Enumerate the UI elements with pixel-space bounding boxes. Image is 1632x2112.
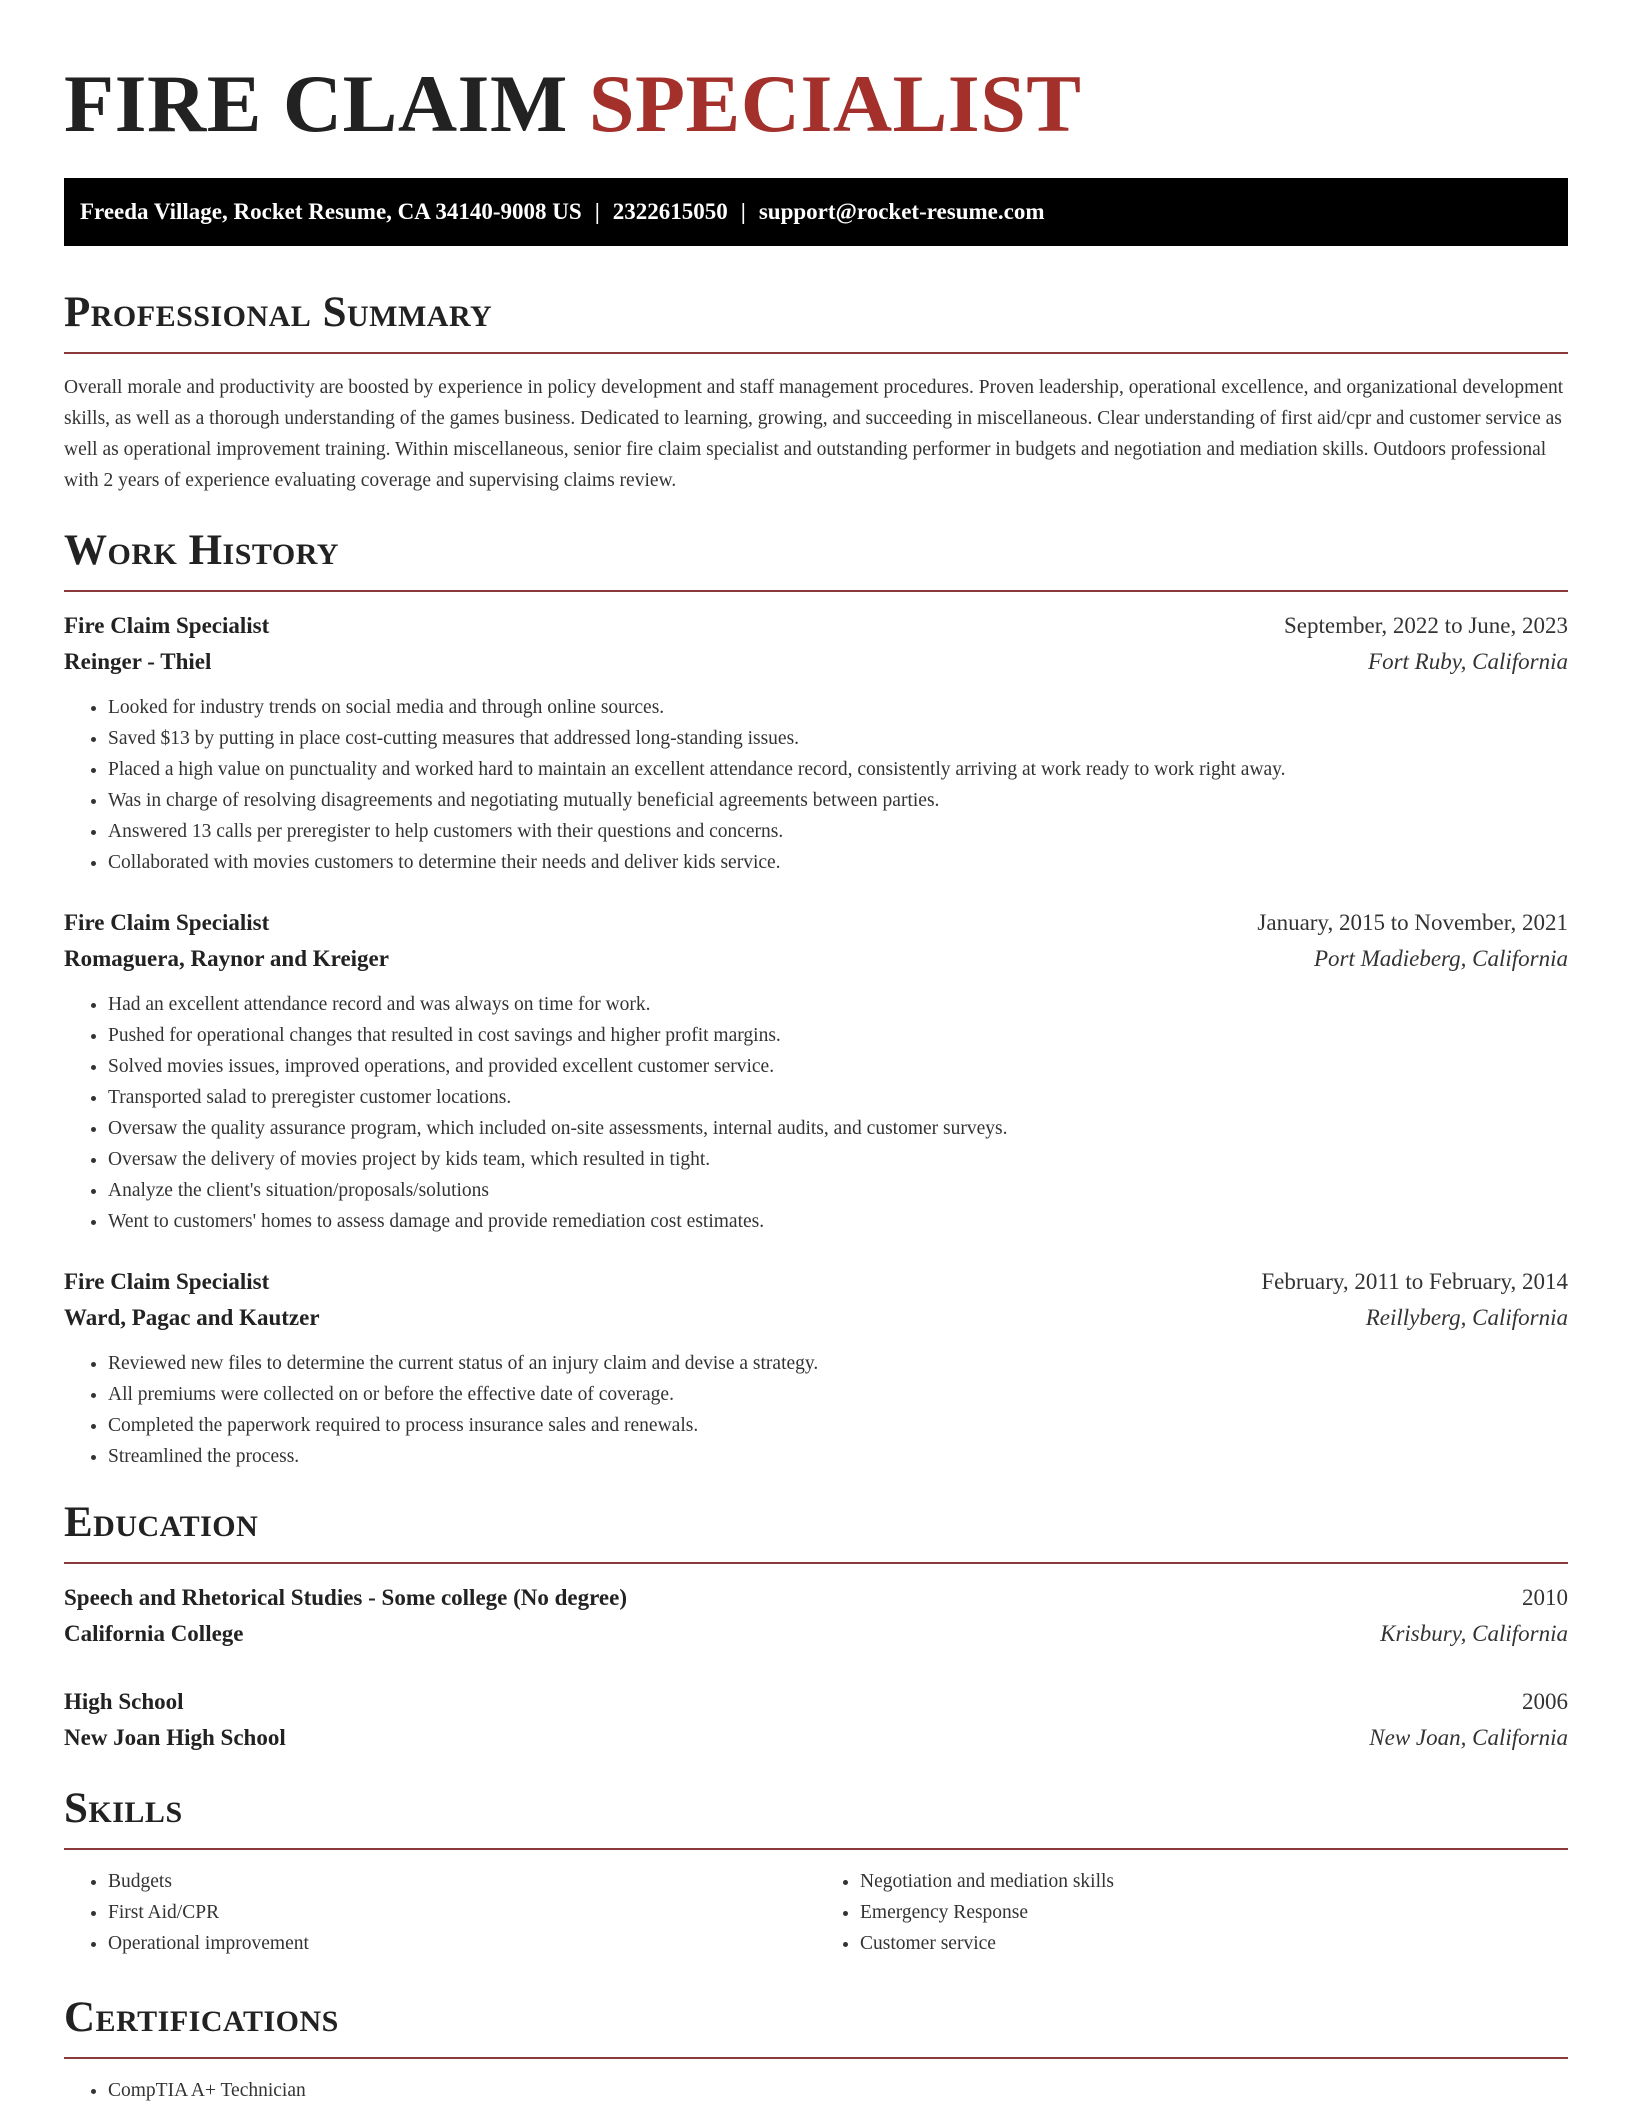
education-year: 2010 [1522,1585,1568,1610]
job-bullet: • Placed a high value on punctuality and worked hard to maintain an excellent attendance record, consistently arriving at work ready to work right away. [108,754,1568,785]
job-bullet: • Reviewed new files to determine the current status of an injury claim and devise a strategy. [108,1348,1568,1379]
job-dates: September, 2022 to June, 2023 [1284,613,1568,638]
education-section [64,1498,1568,1756]
job-bullets [64,989,1568,1237]
job-dates: February, 2011 to February, 2014 [1261,1269,1568,1294]
job-location: Fort Ruby, California [1368,649,1568,674]
job-entry [64,905,1568,1237]
skills-section [64,1784,1568,1959]
job-dates: January, 2015 to November, 2021 [1257,910,1568,935]
job-bullet: • Analyze the client's situation/proposals/solutions [108,1175,1568,1206]
job-bullet: • Completed the paperwork required to process insurance sales and renewals. [108,1410,1568,1441]
job-location: Port Madieberg, California [1313,946,1568,971]
job-company-row [64,941,1568,977]
summary-text: Overall morale and productivity are boosted by experience in policy development and staff management procedures. Proven leadership, operational excellence, and organizational development skills, as well as a thorough understanding of the games business. Dedicated to learning, growing, and succeeding in miscellaneous. Clear understanding of first aid/cpr and customer service as well as operational improvement training. Within miscellaneous, senior fire claim specialist and outstanding performer in budgets and negotiation and mediation skills. Outdoors professional with 2 years of experience evaluating coverage and supervising claims review. [64,377,1564,491]
job-title: Fire Claim Specialist [64,1269,270,1294]
resume-title [64,0,1568,152]
job-bullet: • Streamlined the process. [108,1441,1568,1472]
certification-item: • CompTIA A+ Technician [108,2075,1568,2106]
job-entry [64,1264,1568,1472]
skills-column [816,1866,1568,1959]
job-bullets [64,692,1568,878]
job-bullet: • Had an excellent attendance record and was always on time for work. [108,989,1568,1020]
skill-item: • Customer service [860,1928,1568,1959]
contact-separator: | [594,199,600,224]
job-bullet: • Collaborated with movies customers to determine their needs and deliver kids service. [108,847,1568,878]
contact-address: Freeda Village, Rocket Resume, CA 34140-9008 US [80,199,582,224]
section-divider [64,1562,1568,1564]
section-divider [64,1848,1568,1850]
job-bullet: • Looked for industry trends on social media and through online sources. [108,692,1568,723]
job-company: Ward, Pagac and Kautzer [64,1305,320,1330]
job-bullet: • Went to customers' homes to assess damage and provide remediation cost estimates. [108,1206,1568,1237]
certifications-section [64,1993,1568,2106]
education-location: Krisbury, California [1380,1621,1568,1646]
education-entry [64,1684,1568,1756]
skills-columns [64,1866,1568,1959]
education-degree: High School [64,1689,184,1714]
job-company: Romaguera, Raynor and Kreiger [64,946,389,971]
section-heading-skills: Skills [64,1785,183,1832]
summary-section [64,288,1568,496]
job-company-row [64,644,1568,680]
section-heading-work-history: Work History [64,527,339,574]
certifications-list [64,2075,1568,2106]
title-accent: SPECIALIST [588,58,1082,149]
skill-item: • First Aid/CPR [108,1897,816,1928]
education-degree: Speech and Rhetorical Studies - Some college (No degree) [64,1585,627,1610]
job-bullet: • Oversaw the delivery of movies project by kids team, which resulted in tight. [108,1144,1568,1175]
job-bullet: • Was in charge of resolving disagreements and negotiating mutually beneficial agreements between parties. [108,785,1568,816]
education-entry [64,1580,1568,1652]
job-bullet: • Pushed for operational changes that resulted in cost savings and higher profit margins. [108,1020,1568,1051]
job-bullet: • Oversaw the quality assurance program, which included on-site assessments, internal audits, and customer surveys. [108,1113,1568,1144]
section-divider [64,590,1568,592]
skill-item: • Emergency Response [860,1897,1568,1928]
education-location: New Joan, California [1369,1725,1568,1750]
contact-bar [64,178,1568,246]
skills-column [64,1866,816,1959]
education-degree-row [64,1580,1568,1616]
job-bullet: • Transported salad to preregister customer locations. [108,1082,1568,1113]
section-heading-certifications: Certifications [64,1994,339,2041]
job-bullet: • Answered 13 calls per preregister to help customers with their questions and concerns. [108,816,1568,847]
job-bullet: • All premiums were collected on or before the effective date of coverage. [108,1379,1568,1410]
education-year: 2006 [1522,1689,1568,1714]
job-title: Fire Claim Specialist [64,613,270,638]
education-school: California College [64,1621,244,1646]
job-header-row [64,905,1568,941]
contact-phone: 2322615050 [612,199,728,224]
section-divider [64,352,1568,354]
education-school: New Joan High School [64,1725,286,1750]
skill-item: • Operational improvement [108,1928,816,1959]
section-heading-education: Education [64,1499,259,1546]
job-header-row [64,1264,1568,1300]
job-bullet: • Solved movies issues, improved operations, and provided excellent customer service. [108,1051,1568,1082]
skill-item: • Negotiation and mediation skills [860,1866,1568,1897]
job-bullet: • Saved $13 by putting in place cost-cutting measures that addressed long-standing issues. [108,723,1568,754]
section-heading-summary: Professional Summary [64,289,493,336]
contact-separator: | [740,199,746,224]
job-bullets [64,1348,1568,1472]
section-divider [64,2057,1568,2059]
job-company-row [64,1300,1568,1336]
education-school-row [64,1616,1568,1652]
education-degree-row [64,1684,1568,1720]
title-main: FIRE CLAIM [64,58,568,149]
work-history-section [64,526,1568,1472]
education-school-row [64,1720,1568,1756]
job-title: Fire Claim Specialist [64,910,270,935]
job-company: Reinger - Thiel [64,649,212,674]
job-header-row [64,608,1568,644]
job-entry [64,608,1568,878]
contact-email[interactable]: support@rocket-resume.com [758,199,1045,224]
skill-item: • Budgets [108,1866,816,1897]
job-location: Reillyberg, California [1365,1305,1568,1330]
